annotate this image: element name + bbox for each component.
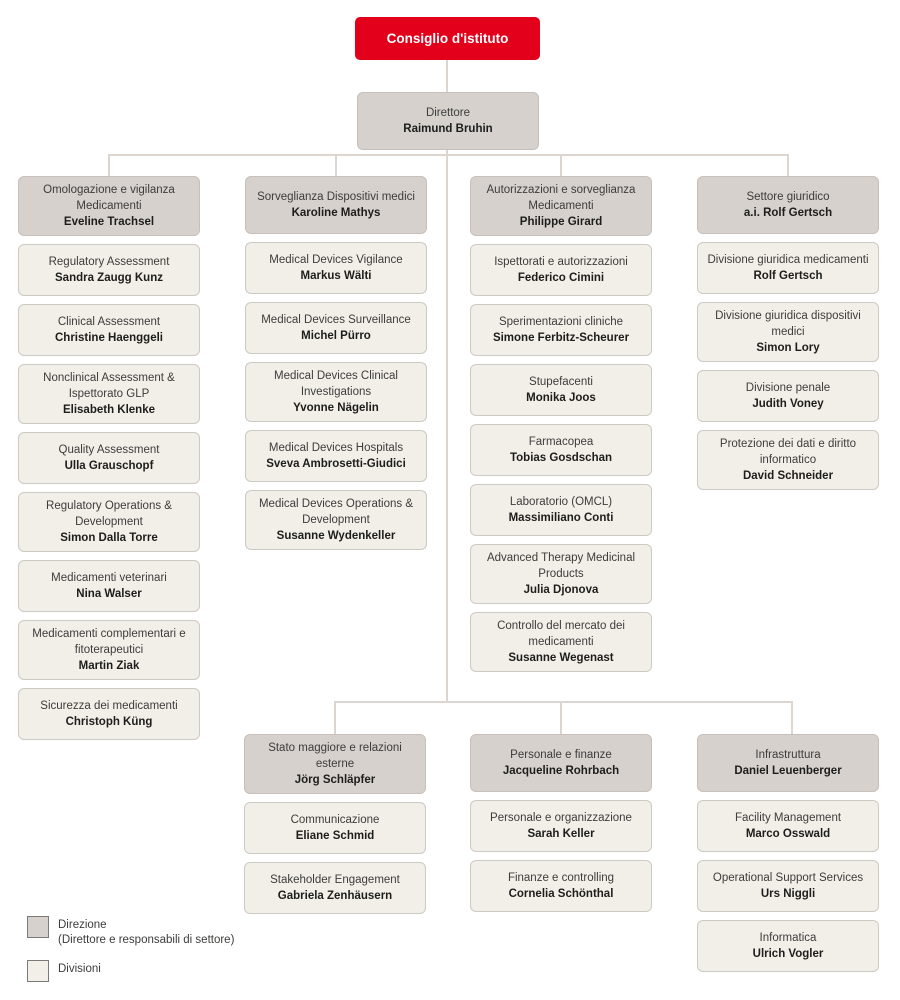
column-omologazione-vigilanza	[18, 176, 200, 740]
unit-title: Quality Assessment	[58, 444, 160, 456]
unit-name: Simone Ferbitz-Scheurer	[492, 332, 630, 344]
unit-title: Nonclinical Assessment & Ispettorato GLP	[43, 372, 175, 400]
unit-name: Tobias Gosdschan	[509, 452, 613, 464]
division-box	[470, 612, 652, 672]
division-box	[470, 304, 652, 356]
legend-item-divisioni	[27, 960, 234, 982]
unit-name: Yvonne Nägelin	[293, 402, 379, 414]
unit-name: Urs Niggli	[760, 888, 816, 900]
unit-title: Omologazione e vigilanza Medicamenti	[43, 184, 175, 212]
division-box	[18, 492, 200, 552]
connector-line	[108, 154, 789, 156]
unit-title: Sorveglianza Dispositivi medici	[257, 191, 415, 203]
unit-name: Sandra Zaugg Kunz	[55, 272, 163, 284]
unit-title: Informatica	[759, 932, 817, 944]
unit-title: Ispettorati e autorizzazioni	[494, 256, 628, 268]
unit-title: Autorizzazioni e sorveglianza Medicamenti	[486, 184, 636, 212]
unit-title: Farmacopea	[528, 436, 594, 448]
division-box	[18, 620, 200, 680]
sector-head-box	[245, 176, 427, 234]
unit-name: Monika Joos	[526, 392, 596, 404]
legend	[27, 916, 234, 994]
unit-title: Operational Support Services	[712, 872, 864, 884]
unit-title: Stupefacenti	[529, 376, 593, 388]
sector-head-box	[470, 176, 652, 236]
unit-name: Jacqueline Rohrbach	[502, 765, 620, 777]
connector-line	[560, 701, 562, 734]
unit-title: Protezione dei dati e diritto informatico	[719, 438, 857, 466]
sector-head-box	[470, 734, 652, 792]
division-box	[18, 560, 200, 612]
unit-title: Divisione giuridica medicamenti	[707, 254, 869, 266]
unit-title: Laboratorio (OMCL)	[509, 496, 613, 508]
unit-name: Daniel Leuenberger	[734, 765, 842, 777]
division-box	[18, 304, 200, 356]
divisioni-swatch	[27, 960, 49, 982]
unit-name: Ulrich Vogler	[752, 948, 824, 960]
council-label: Consiglio d'istituto	[386, 31, 509, 46]
unit-name: Federico Cimini	[517, 272, 605, 284]
column-infrastruttura	[697, 734, 879, 972]
unit-name: Ulla Grauschopf	[64, 460, 154, 472]
division-box	[245, 490, 427, 550]
unit-title: Medical Devices Operations & Development	[258, 498, 414, 526]
unit-title: Regulatory Assessment	[48, 256, 170, 268]
division-box	[470, 800, 652, 852]
unit-name: Massimiliano Conti	[508, 512, 614, 524]
column-stato-maggiore	[244, 734, 426, 914]
unit-title: Direttore	[425, 107, 471, 119]
unit-name: Christoph Küng	[65, 716, 153, 728]
connector-line	[446, 60, 448, 92]
unit-title: Personale e organizzazione	[490, 812, 632, 824]
connector-line	[560, 154, 562, 176]
unit-name: Susanne Wydenkeller	[276, 530, 396, 542]
connector-line	[446, 154, 448, 702]
column-autorizzazioni-sorveglianza	[470, 176, 652, 672]
unit-name: Marco Osswald	[745, 828, 831, 840]
legend-label: Direzione	[58, 919, 107, 931]
division-box	[697, 302, 879, 362]
unit-title: Settore giuridico	[746, 191, 830, 203]
sector-head-box	[244, 734, 426, 794]
unit-title: Medical Devices Vigilance	[269, 254, 403, 266]
legend-label: Divisioni	[58, 963, 101, 975]
division-box	[245, 362, 427, 422]
unit-title: Medical Devices Hospitals	[268, 442, 404, 454]
unit-name: Karoline Mathys	[291, 207, 381, 219]
unit-title: Medical Devices Surveillance	[261, 314, 411, 326]
unit-name: Christine Haenggeli	[55, 332, 163, 344]
division-box	[470, 484, 652, 536]
unit-name: Eliane Schmid	[295, 830, 375, 842]
column-settore-giuridico	[697, 176, 879, 490]
division-box	[697, 860, 879, 912]
unit-name: Eveline Trachsel	[63, 216, 155, 228]
connector-line	[334, 701, 793, 703]
unit-name: Susanne Wegenast	[508, 652, 614, 664]
unit-name: Philippe Girard	[519, 216, 603, 228]
legend-item-direzione	[27, 916, 234, 948]
unit-name: Judith Voney	[752, 398, 824, 410]
division-box	[245, 242, 427, 294]
division-box	[697, 800, 879, 852]
unit-title: Sperimentazioni cliniche	[498, 316, 623, 328]
unit-title: Infrastruttura	[755, 749, 821, 761]
unit-name: a.i. Rolf Gertsch	[743, 207, 833, 219]
unit-name: Michel Pürro	[301, 330, 371, 342]
unit-name: Gabriela Zenhäusern	[277, 890, 393, 902]
unit-title: Medicamenti complementari e fitoterapeutici	[32, 628, 186, 656]
division-box	[245, 302, 427, 354]
director-box	[357, 92, 539, 150]
connector-line	[787, 154, 789, 176]
unit-name: Simon Dalla Torre	[60, 532, 158, 544]
division-box	[697, 242, 879, 294]
division-box	[697, 370, 879, 422]
unit-title: Divisione penale	[745, 382, 831, 394]
sector-head-box	[18, 176, 200, 236]
sector-head-box	[697, 176, 879, 234]
unit-name: Martin Ziak	[78, 660, 140, 672]
unit-name: Elisabeth Klenke	[62, 404, 156, 416]
division-box	[470, 424, 652, 476]
unit-title: Regulatory Operations & Development	[46, 500, 172, 528]
unit-title: Divisione giuridica dispositivi medici	[715, 310, 861, 338]
council-box	[355, 17, 540, 60]
division-box	[18, 688, 200, 740]
unit-title: Advanced Therapy Medicinal Products	[486, 552, 636, 580]
unit-name: Rolf Gertsch	[753, 270, 823, 282]
division-box	[18, 432, 200, 484]
division-box	[470, 364, 652, 416]
unit-name: Simon Lory	[756, 342, 820, 354]
division-box	[470, 544, 652, 604]
division-box	[697, 430, 879, 490]
division-box	[697, 920, 879, 972]
unit-name: Sarah Keller	[527, 828, 595, 840]
unit-name: Julia Djonova	[523, 584, 599, 596]
division-box	[470, 244, 652, 296]
connector-line	[334, 701, 336, 734]
connector-line	[335, 154, 337, 176]
column-personale-finanze	[470, 734, 652, 912]
unit-name: David Schneider	[742, 470, 834, 482]
division-box	[245, 430, 427, 482]
unit-name: Jörg Schläpfer	[294, 774, 376, 786]
column-sorveglianza-dispositivi	[245, 176, 427, 550]
division-box	[18, 364, 200, 424]
unit-name: Sveva Ambrosetti-Giudici	[266, 458, 406, 470]
unit-title: Personale e finanze	[510, 749, 612, 761]
unit-name: Raimund Bruhin	[403, 123, 493, 135]
unit-title: Clinical Assessment	[57, 316, 161, 328]
division-box	[244, 802, 426, 854]
unit-title: Stakeholder Engagement	[270, 874, 400, 886]
legend-sublabel: (Direttore e responsabili di settore)	[58, 934, 235, 946]
unit-title: Finanze e controlling	[507, 872, 615, 884]
unit-title: Controllo del mercato dei medicamenti	[497, 620, 625, 648]
unit-name: Nina Walser	[76, 588, 142, 600]
unit-name: Cornelia Schönthal	[508, 888, 614, 900]
division-box	[244, 862, 426, 914]
division-box	[18, 244, 200, 296]
unit-title: Stato maggiore e relazioni esterne	[268, 742, 402, 770]
unit-title: Facility Management	[734, 812, 842, 824]
connector-line	[791, 701, 793, 734]
unit-title: Sicurezza dei medicamenti	[40, 700, 178, 712]
direzione-swatch	[27, 916, 49, 938]
division-box	[470, 860, 652, 912]
unit-name: Markus Wälti	[300, 270, 372, 282]
connector-line	[108, 154, 110, 176]
unit-title: Medicamenti veterinari	[51, 572, 167, 584]
unit-title: Communicazione	[290, 814, 380, 826]
unit-title: Medical Devices Clinical Investigations	[274, 370, 398, 398]
sector-head-box	[697, 734, 879, 792]
